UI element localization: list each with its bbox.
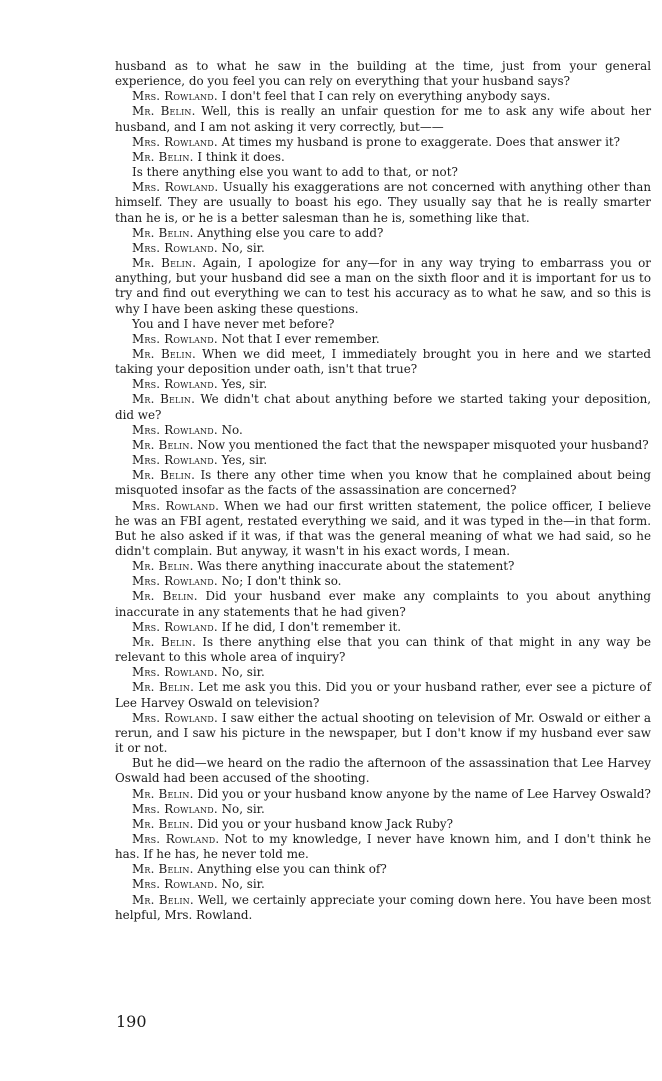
paragraph-text: Let me ask you this. Did you or your husband rather, ever see a picture of Lee Harvey Oswald on television? <box>115 680 651 710</box>
transcript-paragraph <box>115 756 651 786</box>
paragraph-text: Is there any other time when you know that he complained about being misquoted insofar as the facts of the assassination are concerned? <box>115 468 651 498</box>
transcript-paragraph <box>115 59 651 89</box>
speaker-name: Mrs. Rowland. <box>132 665 218 680</box>
transcript-paragraph <box>115 165 651 180</box>
transcript-paragraph <box>115 468 651 498</box>
paragraph-text: Well, we certainly appreciate your coming down here. You have been most helpful, Mrs. Rowland. <box>115 892 652 922</box>
speaker-name: Mr. Belin. <box>132 862 194 877</box>
transcript-paragraph <box>115 332 651 347</box>
transcript-paragraph <box>115 832 651 862</box>
transcript-paragraph <box>115 241 651 256</box>
speaker-name: Mrs. Rowland. <box>132 831 220 846</box>
speaker-name: Mrs. Rowland. <box>132 574 218 589</box>
speaker-name: Mrs. Rowland. <box>132 180 219 195</box>
paragraph-text: No, sir. <box>217 240 265 255</box>
paragraph-text: No, sir. <box>217 665 265 680</box>
paragraph-text: Not that I ever remember. <box>217 331 380 346</box>
paragraph-text: We didn't chat about anything before we started taking your deposition, did we? <box>115 392 652 422</box>
paragraph-text: Is there anything else that you can think of that might in any way be relevant to this whole area of inquiry? <box>115 634 651 665</box>
speaker-name: Mrs. Rowland. <box>132 134 218 149</box>
transcript-paragraph <box>115 180 651 225</box>
transcript-paragraph <box>115 559 651 574</box>
transcript-paragraph <box>115 787 651 802</box>
paragraph-text: Did you or your husband know Jack Ruby? <box>193 816 453 831</box>
transcript-paragraph <box>115 877 651 892</box>
paragraph-text: husband as to what he saw in the building at the time, just from your general experience, do you feel you can rely on everything that your husband says? <box>115 59 651 89</box>
transcript-paragraph <box>115 453 651 468</box>
transcript-paragraph <box>115 665 651 680</box>
page-number: 190 <box>116 1012 147 1031</box>
speaker-name: Mrs. Rowland. <box>132 801 218 816</box>
paragraph-text: At times my husband is prone to exaggerate. Does that answer it? <box>217 134 621 149</box>
transcript-paragraph <box>115 499 651 560</box>
paragraph-text: No. <box>217 422 243 437</box>
paragraph-text: If he did, I don't remember it. <box>217 619 402 634</box>
speaker-name: Mrs. Rowland. <box>132 710 219 725</box>
speaker-name: Mr. Belin. <box>132 256 197 271</box>
transcript-paragraph <box>115 89 651 104</box>
transcript-paragraph <box>115 574 651 589</box>
paragraph-text: I think it does. <box>193 149 285 164</box>
paragraph-text: When we did meet, I immediately brought you in here and we started taking your deposition under oath, isn't that true? <box>115 346 652 377</box>
transcript-paragraph <box>115 392 651 422</box>
speaker-name: Mr. Belin. <box>132 392 196 407</box>
paragraph-text: Yes, sir. <box>217 377 268 392</box>
transcript-paragraph <box>115 802 651 817</box>
speaker-name: Mr. Belin. <box>132 786 194 801</box>
speaker-name: Mr. Belin. <box>132 225 194 240</box>
speaker-name: Mr. Belin. <box>132 437 194 452</box>
paragraph-text: Now you mentioned the fact that the newspaper misquoted your husband? <box>193 437 649 452</box>
transcript-paragraph <box>115 347 651 377</box>
paragraph-text: I saw either the actual shooting on television of Mr. Oswald or either a rerun, and I saw his picture in the newspaper, but I don't know if my husband ever saw it or not. <box>115 710 651 756</box>
transcript-body <box>115 59 651 923</box>
transcript-paragraph <box>115 635 651 665</box>
transcript-paragraph <box>115 893 651 923</box>
transcript-paragraph <box>115 256 651 317</box>
paragraph-text: Well, this is really an unfair question for me to ask any wife about her husband, and I am not asking it very correctly, but—— <box>115 104 652 134</box>
paragraph-text: Was there anything inaccurate about the statement? <box>193 559 515 574</box>
transcript-paragraph <box>115 226 651 241</box>
speaker-name: Mrs. Rowland. <box>132 240 218 255</box>
paragraph-text: When we had our first written statement, the police officer, I believe he was an FBI agent, restated everything we said, and it was typed in the—in that form. But he also asked if it was, if that was the general meaning of what we had said, so he didn't complain. But anyway, it wasn't in his exact words, I mean. <box>115 498 651 558</box>
transcript-paragraph <box>115 862 651 877</box>
speaker-name: Mr. Belin. <box>132 104 196 119</box>
transcript-paragraph <box>115 711 651 756</box>
paragraph-text: No, sir. <box>217 801 265 816</box>
paragraph-text: You and I have never met before? <box>132 316 335 331</box>
transcript-paragraph <box>115 438 651 453</box>
speaker-name: Mr. Belin. <box>132 346 196 361</box>
speaker-name: Mr. Belin. <box>132 589 198 604</box>
paragraph-text: But he did—we heard on the radio the afternoon of the assassination that Lee Harvey Oswald had been accused of the shooting. <box>115 756 651 786</box>
paragraph-text: Yes, sir. <box>217 453 268 468</box>
transcript-paragraph <box>115 317 651 332</box>
transcript-paragraph <box>115 150 651 165</box>
speaker-name: Mr. Belin. <box>132 559 194 574</box>
paragraph-text: Anything else you can think of? <box>193 862 387 877</box>
transcript-paragraph <box>115 104 651 134</box>
speaker-name: Mrs. Rowland. <box>132 89 218 104</box>
speaker-name: Mr. Belin. <box>132 680 195 695</box>
paragraph-text: No, sir. <box>217 877 265 892</box>
transcript-paragraph <box>115 620 651 635</box>
speaker-name: Mrs. Rowland. <box>132 498 220 513</box>
paragraph-text: Usually his exaggerations are not concerned with anything other than himself. They are usually to boast his ego. They usually say that he is really smarter than he is, or he is a better salesman than he is, something like that. <box>115 180 651 225</box>
speaker-name: Mrs. Rowland. <box>132 377 218 392</box>
speaker-name: Mrs. Rowland. <box>132 422 218 437</box>
transcript-paragraph <box>115 589 651 619</box>
transcript-paragraph <box>115 135 651 150</box>
transcript-paragraph <box>115 423 651 438</box>
speaker-name: Mrs. Rowland. <box>132 453 218 468</box>
transcript-paragraph <box>115 680 651 710</box>
speaker-name: Mr. Belin. <box>132 634 197 649</box>
paragraph-text: Did you or your husband know anyone by the name of Lee Harvey Oswald? <box>193 786 651 801</box>
paragraph-text: Did your husband ever make any complaints to you about anything inaccurate in any statements that he had given? <box>115 589 652 619</box>
paragraph-text: Anything else you care to add? <box>193 225 384 240</box>
paragraph-text: No; I don't think so. <box>217 574 342 589</box>
speaker-name: Mr. Belin. <box>132 892 194 907</box>
speaker-name: Mrs. Rowland. <box>132 877 218 892</box>
transcript-paragraph <box>115 377 651 392</box>
paragraph-text: I don't feel that I can rely on everything anybody says. <box>217 89 551 104</box>
paragraph-text: Again, I apologize for any—for in any way trying to embarrass you or anything, but your husband did see a man on the sixth floor and it is important for us to try and find out everything we can to test his accuracy as to what he saw, and so this is why I have been asking these questions. <box>115 256 651 316</box>
speaker-name: Mrs. Rowland. <box>132 331 218 346</box>
transcript-paragraph <box>115 817 651 832</box>
paragraph-text: Is there anything else you want to add to that, or not? <box>132 165 458 180</box>
speaker-name: Mr. Belin. <box>132 149 194 164</box>
speaker-name: Mr. Belin. <box>132 816 194 831</box>
speaker-name: Mr. Belin. <box>132 468 196 483</box>
paragraph-text: Not to my knowledge, I never have known him, and I don't think he has. If he has, he never told me. <box>115 831 651 862</box>
speaker-name: Mrs. Rowland. <box>132 619 218 634</box>
